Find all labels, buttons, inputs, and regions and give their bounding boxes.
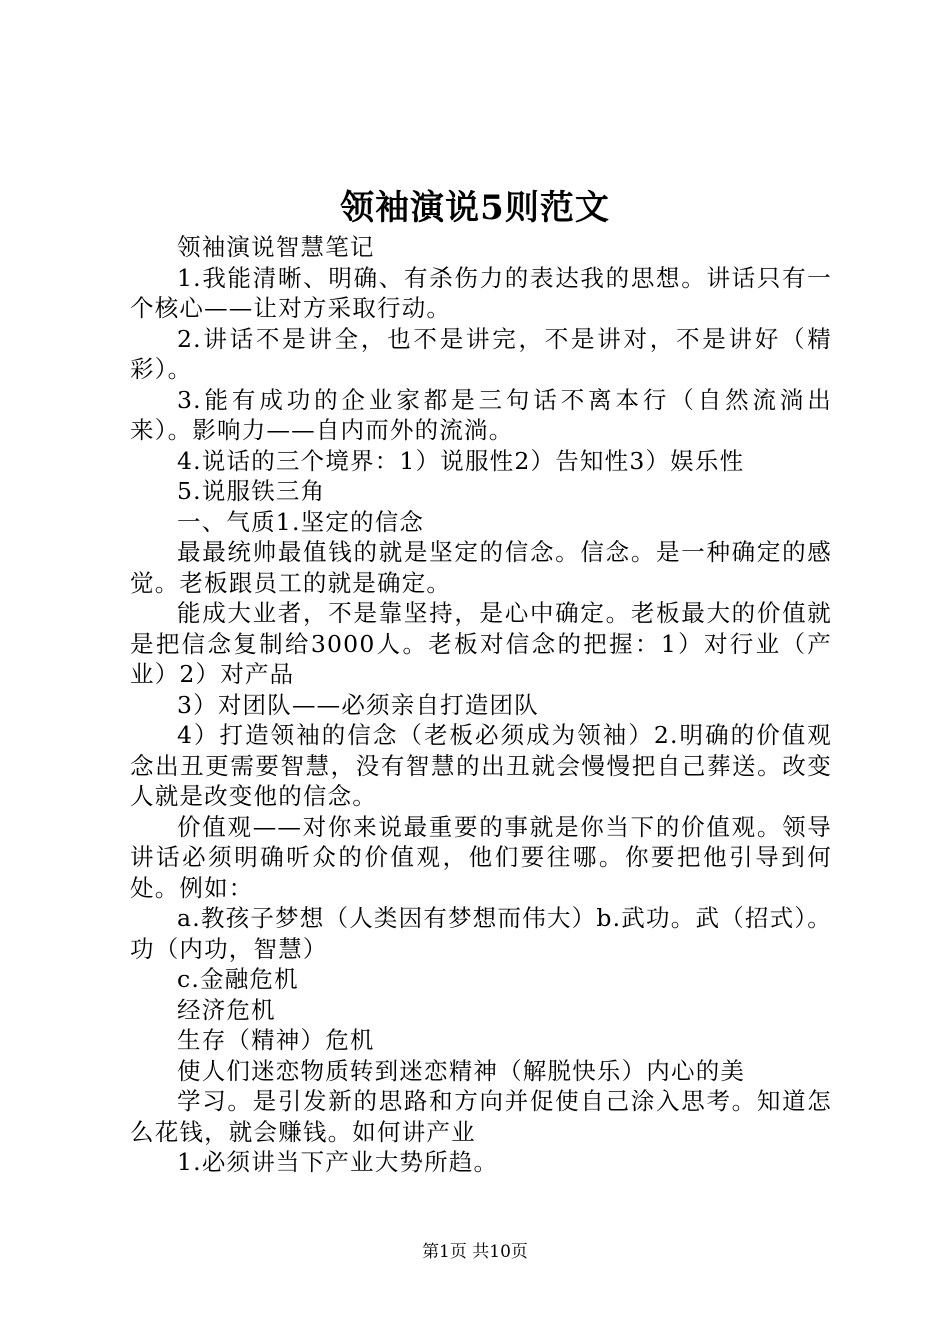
paragraph: 经济危机 [177,995,276,1024]
paragraph: 价值观——对你来说最重要的事就是你当下的价值观。领导讲话必须明确听众的价值观，他们要往哪。你要把他引导到何处。例如： [130,812,832,902]
paragraph: 3）对团队——必须亲自打造团队 [177,690,539,719]
paragraph: 最最统帅最值钱的就是坚定的信念。信念。是一种确定的感觉。老板跟员工的就是确定。 [130,538,832,597]
paragraph: 2.讲话不是讲全，也不是讲完，不是讲对，不是讲好（精彩）。 [130,324,832,383]
document-body [130,232,832,1178]
document-title: 领袖演说5则范文 [340,188,610,228]
paragraph: 使人们迷恋物质转到迷恋精神（解脱快乐）内心的美 [177,1056,746,1085]
paragraph: 能成大业者，不是靠坚持，是心中确定。老板最大的价值就是把信念复制给3000人。老板对信念的把握：1）对行业（产业）2）对产品 [130,599,832,688]
paragraph: 一、气质1.坚定的信念 [177,507,425,536]
paragraph: 4.说话的三个境界：1）说服性2）告知性3）娱乐性 [177,446,745,475]
paragraph: 1.必须讲当下产业大势所趋。 [177,1148,499,1176]
paragraph: 生存（精神）危机 [177,1026,375,1054]
paragraph: c.金融危机 [177,965,299,993]
page-footer: 第1页 共10页 [422,1242,528,1262]
paragraph: a.教孩子梦想（人类因有梦想而伟大）b.武功。武（招式）。功（内功，智慧） [130,904,832,963]
paragraph: 学习。是引发新的思路和方向并促使自己涂入思考。知道怎么花钱，就会赚钱。如何讲产业 [130,1087,832,1146]
paragraph: 4）打造领袖的信念（老板必须成为领袖）2.明确的价值观念出丑更需要智慧，没有智慧的出丑就会慢慢把自己葬送。改变人就是改变他的信念。 [130,721,832,810]
paragraph: 1.我能清晰、明确、有杀伤力的表达我的思想。讲话只有一个核心——让对方采取行动。 [130,263,832,322]
paragraph: 领袖演说智慧笔记 [177,233,375,261]
paragraph: 5.说服铁三角 [177,477,326,505]
paragraph: 3.能有成功的企业家都是三句话不离本行（自然流淌出来）。影响力——自内而外的流淌。 [130,385,832,444]
